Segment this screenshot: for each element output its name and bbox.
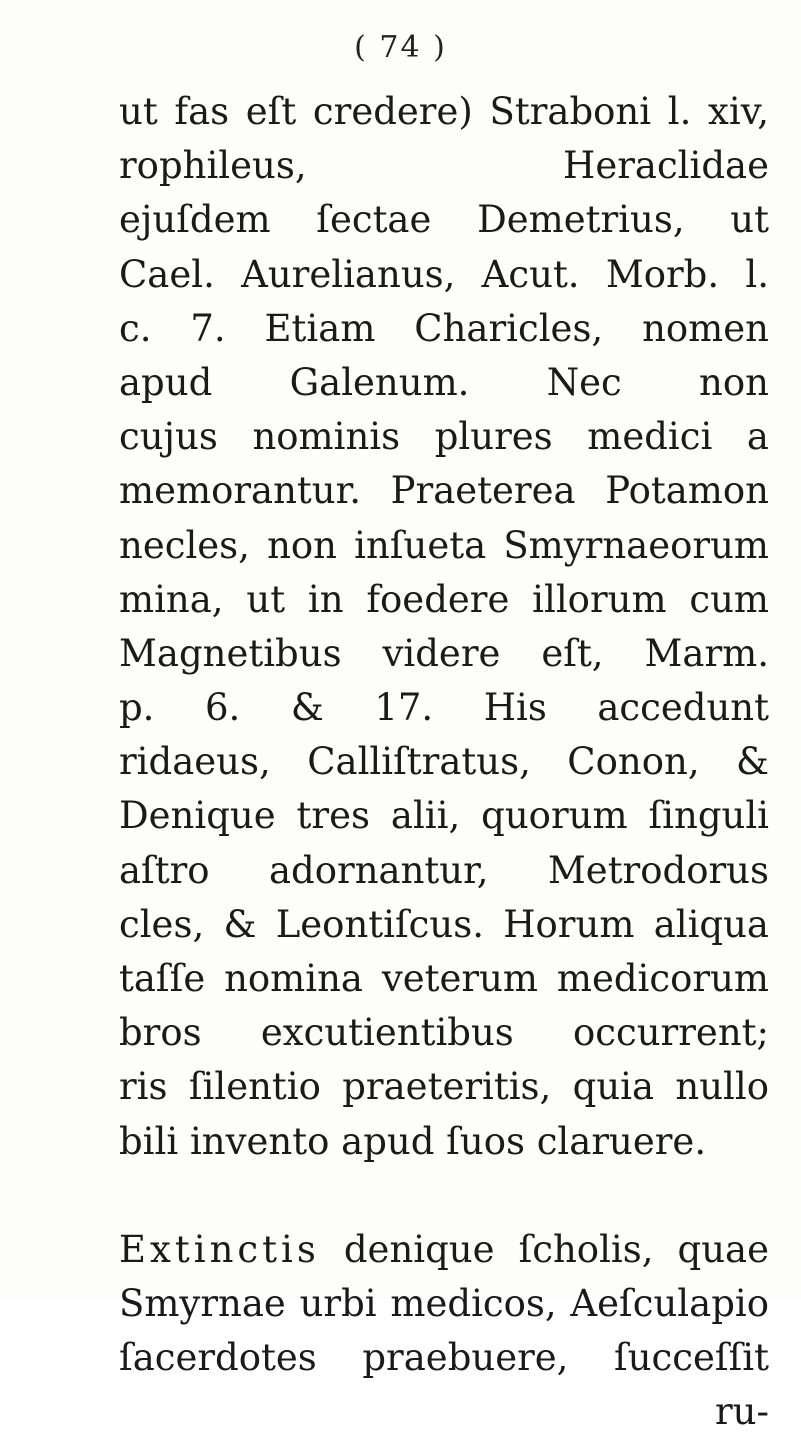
paragraph-gap — [119, 1169, 769, 1223]
text-line: Denique tres alii, quorum ſinguli — [119, 794, 769, 838]
text-line: aſtro adornantur, Metrodorus — [119, 848, 769, 892]
text-line: Cael. Aurelianus, Acut. Morb. l. — [119, 252, 769, 296]
catchword: ru- — [714, 1390, 769, 1434]
text-line: ris ſilentio praeteritis, quia nullo — [119, 1065, 769, 1109]
text-line: denique ſcholis, quae — [343, 1227, 769, 1271]
text-line: taſſe nomina veterum medicorum — [119, 957, 769, 1000]
text-line: ut fas eſt credere) Straboni l. xiv, — [119, 90, 769, 133]
text-line: Magnetibus videre eſt, Marm. — [119, 631, 769, 675]
paragraph-opening-line — [119, 1223, 769, 1277]
text-line: necles, non inſueta Smyrnaeorum — [119, 523, 769, 567]
body-text — [119, 85, 769, 1440]
text-line: bili invento apud ſuos claruere. — [119, 1119, 707, 1163]
text-line: rophileus, Heraclidae — [119, 144, 769, 188]
text-line: c. 7. Etiam Charicles, nomen — [119, 306, 769, 350]
text-line: ejuſdem ſectae Demetrius, ut — [119, 198, 769, 242]
text-line: memorantur. Praeterea Potamon — [119, 469, 769, 513]
text-line: p. 6. & 17. His accedunt — [119, 686, 769, 730]
text-line: mina, ut in foedere illorum cum — [119, 577, 769, 621]
paragraph-lead-word: Extinctis — [119, 1227, 320, 1271]
text-line: ridaeus, Calliſtratus, Conon, & — [119, 740, 769, 784]
text-line: apud Galenum. Nec non — [119, 360, 769, 404]
text-line: Smyrnae urbi medicos, Aeſculapio — [119, 1281, 769, 1325]
page-number: ( 74 ) — [354, 30, 447, 65]
text-line: ſacerdotes praebuere, ſucceſſit — [119, 1336, 769, 1380]
text-line: cles, & Leontiſcus. Horum aliqua — [119, 902, 769, 946]
text-line: bros excutientibus occurrent; — [119, 1011, 769, 1055]
text-line: cujus nominis plures medici a — [119, 415, 769, 459]
